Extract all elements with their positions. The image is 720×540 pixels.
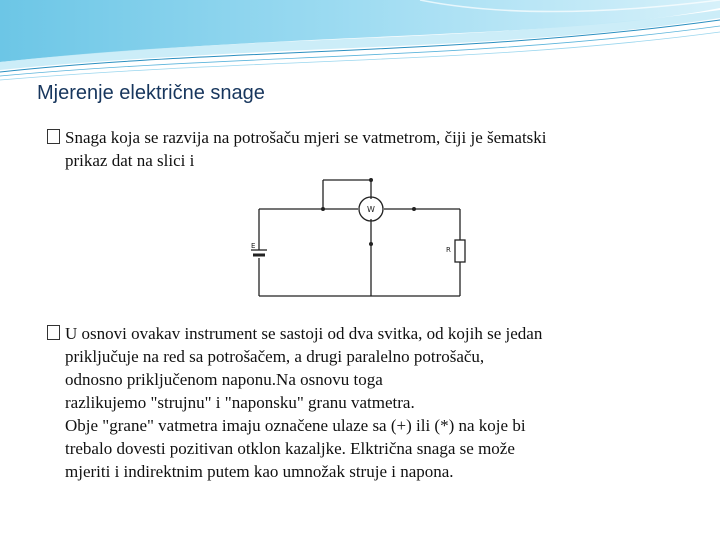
bullet-box-icon bbox=[47, 325, 60, 340]
paragraph-line: Obje "grane" vatmetra imaju označene ulaze sa (+) ili (*) na koje bi bbox=[65, 416, 526, 435]
paragraph-line: razlikujemo "strujnu" i "naponsku" granu vatmetra. bbox=[65, 393, 415, 412]
paragraph-line: prikaz dat na slici i bbox=[65, 151, 195, 170]
bullet-paragraph-1 bbox=[65, 126, 695, 172]
bullet-paragraph-2 bbox=[65, 322, 695, 483]
wattmeter-circuit-diagram bbox=[248, 172, 480, 300]
meter-label: W bbox=[367, 205, 375, 214]
paragraph-line: mjeriti i indirektnim putem kao umnožak struje i napona. bbox=[65, 462, 454, 481]
load-label: R bbox=[446, 246, 451, 254]
paragraph-line: odnosno priključenom naponu.Na osnovu toga bbox=[65, 370, 383, 389]
paragraph-line: U osnovi ovakav instrument se sastoji od dva svitka, od kojih se jedan bbox=[65, 324, 543, 343]
header-wave-banner bbox=[0, 0, 720, 90]
paragraph-line: priključuje na red sa potrošačem, a drugi paralelno potrošaču, bbox=[65, 347, 485, 366]
slide-title: Mjerenje električne snage bbox=[37, 82, 265, 104]
paragraph-line: Snaga koja se razvija na potrošaču mjeri se vatmetrom, čiji je šematski bbox=[65, 128, 547, 147]
paragraph-line: trebalo dovesti pozitivan otklon kazaljke. Elktrična snaga se može bbox=[65, 439, 515, 458]
bullet-box-icon bbox=[47, 129, 60, 144]
source-label: E bbox=[251, 242, 256, 250]
